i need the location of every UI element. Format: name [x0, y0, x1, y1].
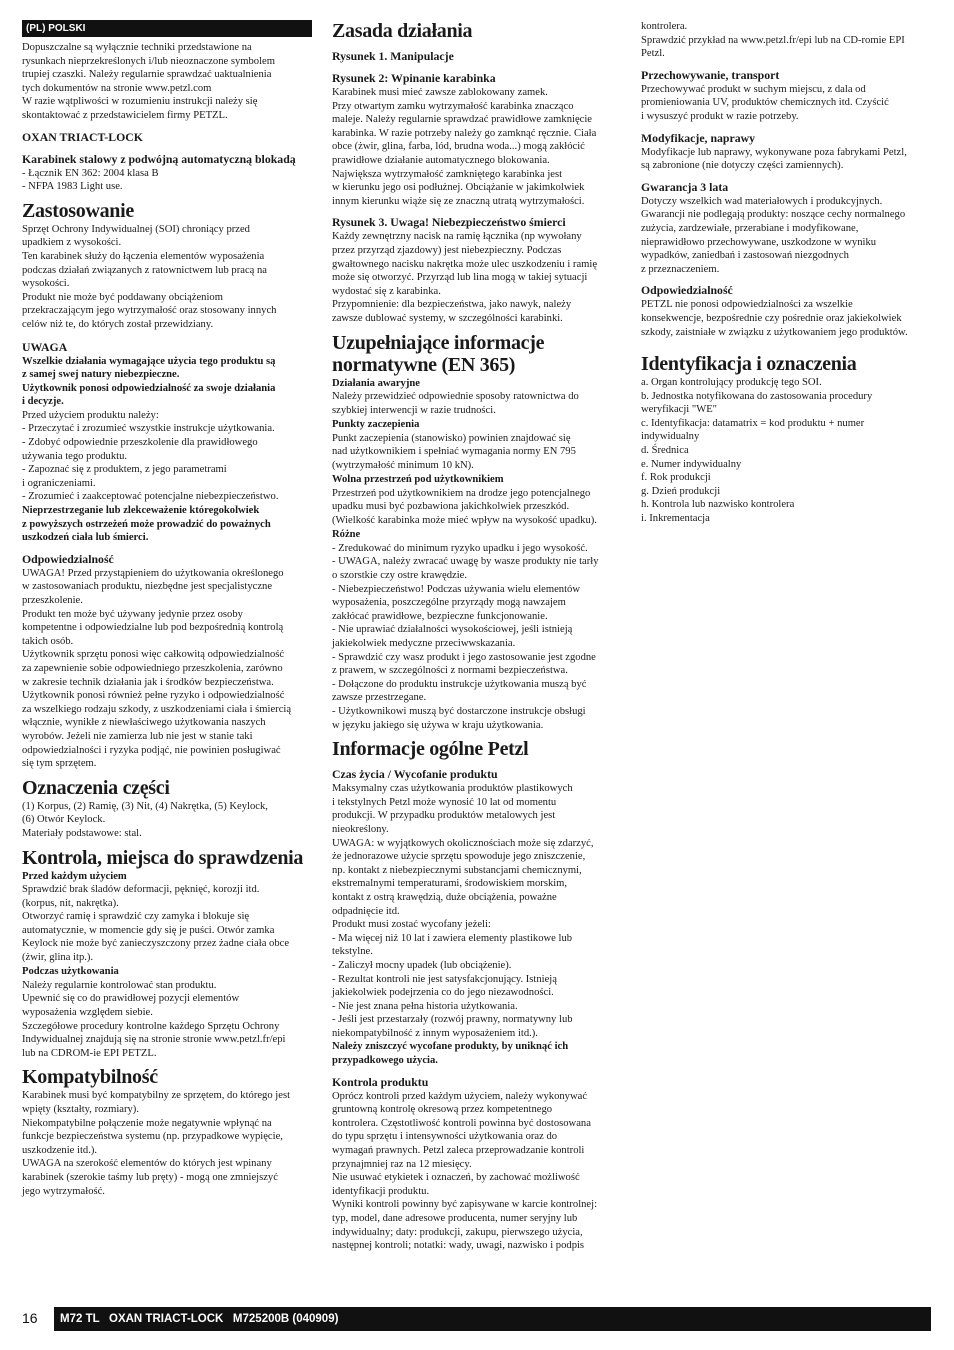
heading-wolna-przestrzen: Wolna przestrzeń pod użytkownikiem	[332, 474, 504, 486]
heading-rysunek-3: Rysunek 3. Uwaga! Niebezpieczeństwo śmierci	[332, 215, 566, 230]
kontrola-produktu-text: Oprócz kontroli przed każdym użyciem, należy wykonywać gruntowną kontrolę okresową przez kompetentnego kontrolera. Częstotliwość kontroli powinna być dostosowana do typu sprzętu i intensywności użytkowania oraz do wymagań prawnych. Petzl zaleca przeprowadzanie kontroli przynajmniej raz na 12 miesięcy. Nie usuwać etykietek i oznaczeń, by zachować możliwość identyfikacji produktu. Wyniki kontroli powinny być zapisywane w karcie kontrolnej: typ, model, dane adresowe producenta, numer seryjny lub indywidualny; daty: produkcji, zakupu, pierwszego użycia, następnej kontroli; notatki: wady, uwagi, nazwisko i podpis	[332, 1090, 598, 1252]
odpowiedzialnosc-petzl-text: PETZL nie ponosi odpowiedzialności za wszelkie konsekwencje, bezpośrednie czy pośrednie oraz jakiekolwiek szkody, zaistniałe w związku z użytkowaniem jego produktów.	[641, 299, 908, 338]
product-name: OXAN TRIACT-LOCK	[22, 129, 143, 144]
uwaga-bold-1: Wszelkie działania wymagające użycia tego produktu są z samej swej natury niebezpieczne. Użytkownik ponosi odpowiedzialność za swoje działania i decyzje.	[22, 355, 276, 408]
heading-informacje-ogolne: Informacje ogólne Petzl	[332, 738, 529, 761]
podczas-uzytkowania-text: Należy regularnie kontrolować stan produktu. Upewnić się co do prawidłowej pozycji elementów wyposażenia względem siebie. Szczegółowe procedury kontrolne każdego Sprzętu Ochrony Indywidualnej znajdują się na stronie stronie www.petzl.fr/epi lub na CDROM-ie EPI PETZL.	[22, 979, 286, 1059]
heading-punkty-zaczepienia: Punkty zaczepienia	[332, 419, 420, 431]
kompatybilnosc-text: Karabinek musi być kompatybilny ze sprzętem, do którego jest wpięty (kształty, rozmiary). Niekompatybilne połączenie może negatywnie wpłynąć na funkcje bezpieczeństwa systemu (np. przypadkowe wypięcie, uszkodzenie itd.). UWAGA na szerokość elementów do których jest wpinany karabinek (szerokie taśmy lub pręty) - mogą one zmniejszyć jego wytrzymałość.	[22, 1090, 291, 1197]
norms-text: - Łącznik EN 362: 2004 klasa B - NFPA 1983 Light use.	[22, 167, 159, 193]
modyfikacje-text: Modyfikacje lub naprawy, wykonywane poza fabrykami Petzl, są zabronione (nie dotyczy części zamiennych).	[641, 146, 907, 172]
heading-zasada: Zasada działania	[332, 20, 473, 42]
heading-rysunek-1: Rysunek 1. Manipulacje	[332, 49, 454, 63]
rysunek-2-text: Karabinek musi mieć zawsze zablokowany zamek. Przy otwartym zamku wytrzymałość karabinka znacząco maleje. Należy regularnie sprawdzać prawidłowe zamknięcie karabinka. W razie potrzeby należy go zamknąć ręcznie. Ciała obce (żwir, glina, farba, lód, brudna woda...) mogą zakłócić prawidłowe działanie automatycznego blokowania. Największa wytrzymałość zamkniętego karabinka jest w kierunku jego osi podłużnej. Obciążanie w jakimkolwiek innym kierunku wiąże się ze znaczną utratą wytrzymałości.	[332, 87, 597, 207]
footer-bar	[54, 1307, 931, 1331]
identyfikacja-list: a. Organ kontrolujący produkcję tego SOI. b. Jednostka notyfikowana do zastosowania procedury weryfikacji "WE" c. Identyfikacja: datamatrix = kod produktu + numer indywidualny d. Średnica e. Numer indywidualny f. Rok produkcji g. Dzień produkcji h. Kontrola lub nazwisko kontrolera i. Inkrementacja	[641, 377, 873, 525]
heading-rozne: Różne	[332, 529, 361, 541]
dzialania-awaryjne-text: Należy przewidzieć odpowiednie sposoby ratownictwa do szybkiej interwencji w razie trudności.	[332, 390, 579, 416]
heading-rysunek-2: Rysunek 2: Wpinanie karabinka	[332, 71, 496, 85]
czas-zycia-text: Maksymalny czas użytkowania produktów plastikowych i tekstylnych Petzl może wynosić 10 lat od momentu produkcji. W przypadku produktów metalowych jest nieokreślony. UWAGA: w wyjątkowych okolicznościach może się zdarzyć, że jednorazowe użycie sprzętu spowoduje jego zniszczenie, np. kontakt z niebezpiecznymi substancjami chemicznymi, ekstremalnymi temperaturami, środowiskiem morskim, kontakt z ostrą krawędzią, duże obciążenia, poważne odpadnięcie itd. Produkt musi zostać wycofany jeżeli: - Ma więcej niż 10 lat i zawiera elementy plastikowe lub tekstylne. - Zaliczył mocny upadek (lub obciążenie). - Rezultat kontroli nie jest satysfakcjonujący. Istnieją jakiekolwiek podejrzenia co do jego niezawodności. - Nie jest znana pełna historia użytkowania. - Jeśli jest przestarzały (rozwój prawny, normatywny lub niekompatybilność z innym wyposażeniem itd.).	[332, 783, 594, 1039]
column-3	[641, 20, 931, 526]
heading-uwaga: UWAGA	[22, 339, 68, 354]
czas-zycia-bold: Należy zniszczyć wycofane produkty, by uniknąć ich przypadkowego użycia.	[332, 1041, 569, 1067]
heading-identyfikacja: Identyfikacja i oznaczenia	[641, 353, 857, 376]
column-1	[22, 20, 312, 1198]
column-2	[332, 20, 622, 1253]
heading-modyfikacje: Modyfikacje, naprawy	[641, 130, 756, 145]
heading-podczas-uzytkowania: Podczas użytkowania	[22, 966, 119, 978]
heading-przechowywanie: Przechowywanie, transport	[641, 67, 780, 82]
przed-uzyciem-text: Sprawdzić brak śladów deformacji, pęknięć, korozji itd. (korpus, nit, nakrętka). Otworzyć ramię i sprawdzić czy zamyka i blokuje się automatycznie, w momencie gdy się je puści. Otwór zamka Keylock nie może być zanieczyszczony przez żadne ciała obce (żwir, glina itp.).	[22, 883, 290, 963]
page-footer	[22, 1307, 931, 1331]
heading-czas-zycia: Czas życia / Wycofanie produktu	[332, 767, 498, 782]
heading-kontrola-produktu: Kontrola produktu	[332, 1074, 429, 1089]
uwaga-bold-2: Nieprzestrzeganie lub zlekceważenie któregokolwiek z powyższych ostrzeżeń może prowadzić do poważnych uszkodzeń ciała lub śmierci.	[22, 505, 271, 544]
punkty-zaczepienia-text: Punkt zaczepienia (stanowisko) powinien znajdować się nad użytkownikiem i spełniać wymagania normy EN 795 (wytrzymałość minimum 10 kN).	[332, 432, 576, 471]
rozne-text: - Zredukować do minimum ryzyko upadku i jego wysokość. - UWAGA, należy zwracać uwagę by wasze produkty nie tarły o szorstkie czy ostre krawędzie. - Niebezpieczeństwo! Podczas używania wielu elementów wyposażenia, poszczególne przyrządy mogą nawzajem zakłócać prawidłowe, bezpieczne funkcjonowanie. - Nie uprawiać działalności wysokościowej, jeśli istnieją jakiekolwiek medyczne przeciwwskazania. - Sprawdzić czy wasz produkt i jego zastosowanie jest zgodne z prawem, w szczególności z normami bezpieczeństwa. - Dołączone do produktu instrukcje użytkowania muszą być zawsze przestrzegane. - Użytkownikowi muszą być dostarczone instrukcje obsługi w języku jakiego się używa w kraju użytkowania.	[332, 542, 599, 731]
page-number: 16	[22, 1310, 38, 1326]
gwarancja-text: Dotyczy wszelkich wad materiałowych i produkcyjnych. Gwarancji nie podlegają produkty: noszące cechy normalnego zużycia, zardzewiałe, przerabiane i modyfikowane, nieprawidłowo przechowywane, uszkodzone w wyniku wypadków, zaniedbań i zastosowań niezgodnych z przeznaczeniem.	[641, 195, 906, 275]
wolna-przestrzen-text: Przestrzeń pod użytkownikiem na drodze jego potencjalnego upadku musi być pozbawiona jakichkolwiek przeszkód. (Wielkość karabinka może mieć wpływ na wysokość upadku).	[332, 487, 597, 526]
heading-uzupelniajace: Uzupełniające informacje normatywne (EN 365)	[332, 331, 545, 376]
zastosowanie-text: Sprzęt Ochrony Indywidualnej (SOI) chroniący przed upadkiem z wysokości. Ten karabinek służy do łączenia elementów wyposażenia podczas działań związanych z ratownictwem lub pracą na wysokości. Produkt nie może być poddawany obciążeniom przekraczającym jego wytrzymałość oraz stosowany innych celów niż te, do których został przewidziany.	[22, 223, 277, 330]
rysunek-3-text: Każdy zewnętrzny nacisk na ramię łącznika (np wywołany przez przyrząd zjazdowy) jest niebezpieczny. Podczas gwałtownego nacisku nakrętka może ulec uszkodzeniu i ramię może się otworzyć. Przyrząd lub lina mogą w takiej sytuacji wydostać się z karabinka. Przypomnienie: dla bezpieczeństwa, jako nawyk, należy zawsze dublować systemy, w szczególności karabinki.	[332, 231, 598, 324]
heading-gwarancja: Gwarancja 3 lata	[641, 179, 729, 194]
heading-odpowiedzialnosc: Odpowiedzialność	[22, 551, 114, 566]
language-header: (PL) POLSKI	[22, 20, 312, 37]
heading-zastosowanie: Zastosowanie	[22, 199, 134, 222]
intro-text: Dopuszczalne są wyłącznie techniki przedstawione na rysunkach nieprzekreślonych i/lub nieoznaczone symbolem trupiej czaszki. Należy regularnie sprawdzać uaktualnienia tych dokumentów na stronie www.petzl.com W razie wątpliwości w rozumieniu instrukcji należy się skontaktować z przedstawicielem firmy PETZL.	[22, 42, 275, 121]
heading-odpowiedzialnosc-petzl: Odpowiedzialność	[641, 283, 733, 298]
footer-reference: M72 TL OXAN TRIACT-LOCK M725200B (040909)	[60, 1313, 339, 1325]
heading-dzialania-awaryjne: Działania awaryjne	[332, 377, 420, 389]
heading-kontrola: Kontrola, miejsca do sprawdzenia	[22, 846, 304, 869]
oznaczenia-text: (1) Korpus, (2) Ramię, (3) Nit, (4) Nakrętka, (5) Keylock, (6) Otwór Keylock. Materiały podstawowe: stal.	[22, 800, 268, 839]
continued-text: kontrolera. Sprawdzić przykład na www.petzl.fr/epi lub na CD-romie EPI Petzl.	[641, 21, 905, 60]
uwaga-text: Przed użyciem produktu należy: - Przeczytać i zrozumieć wszystkie instrukcje użytkowania. - Zdobyć odpowiednie przeszkolenie dla prawidłowego używania tego produktu. - Zapoznać się z produktem, z jego parametrami i ograniczeniami. - Zrozumieć i zaakceptować potencjalne niebezpieczeństwo.	[22, 409, 279, 503]
heading-oznaczenia: Oznaczenia części	[22, 776, 170, 799]
heading-kompatybilnosc: Kompatybilność	[22, 1066, 158, 1089]
przechowywanie-text: Przechowywać produkt w suchym miejscu, z dala od promieniowania UV, produktów chemicznych itd. Czyścić i wysuszyć produkt w razie potrzeby.	[641, 83, 889, 122]
heading-przed-uzyciem: Przed każdym użyciem	[22, 870, 127, 882]
odpowiedzialnosc-text: UWAGA! Przed przystąpieniem do użytkowania określonego w zastosowaniach produktu, niezbędne jest specjalistyczne przeszkolenie. Produkt ten może być używany jedynie przez osoby kompetentne i odpowiedzialne lub pod bezpośrednią kontrolą takich osób. Użytkownik sprzętu ponosi więc całkowitą odpowiedzialność za zapewnienie sobie odpowiedniego przeszkolenia, zarówno w zakresie technik działania jak i środków bezpieczeństwa. Użytkownik ponosi również pełne ryzyko i odpowiedzialność za wszelkiego rodzaju szkody, z uszkodzeniami ciała i śmiercią włącznie, wynikłe z niewłaściwego użytkowania naszych wyrobów. Jeżeli nie zamierza lub nie jest w stanie taki odpowiedzialności i ryzyka podjąć, nie powinien posługiwać się tym sprzętem.	[22, 567, 292, 770]
product-subtitle: Karabinek stalowy z podwójną automatyczną blokadą	[22, 151, 296, 166]
